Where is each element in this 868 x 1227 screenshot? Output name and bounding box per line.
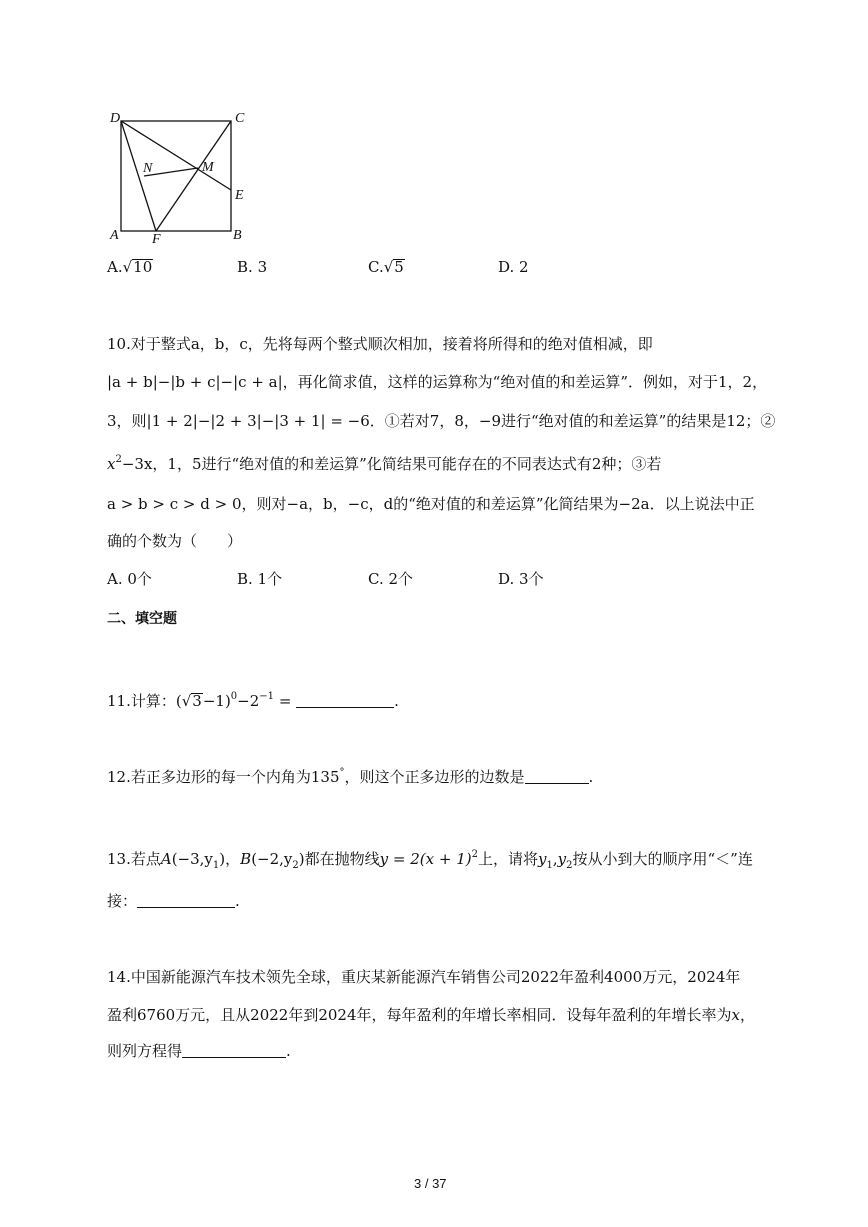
q10-line-4: $x^2-3x$，1，5进行“绝对值的和差运算”化简结果可能存在的不同表达式有2种；③若 (107, 454, 662, 473)
q9-option-d[interactable] (498, 258, 529, 276)
option-prefix: B. (237, 258, 253, 276)
answer-blank[interactable] (296, 691, 394, 708)
answer-blank[interactable] (182, 1041, 286, 1058)
answer-blank[interactable] (137, 891, 235, 908)
geometry-figure (100, 105, 270, 255)
segment-de (121, 121, 231, 190)
label-d: D (110, 111, 121, 126)
q12: 12.若正多边形的每一个内角为135°，则这个正多边形的边数是 . (107, 767, 594, 786)
label-f: F (152, 232, 161, 247)
page-number: 3 / 37 (414, 1176, 447, 1191)
label-n: N (143, 161, 153, 176)
q13-line-2: 接： . (107, 892, 240, 910)
q14-line-3: 则列方程得 . (107, 1042, 291, 1060)
q10-option-b[interactable]: B. 1个 (237, 570, 283, 588)
q11: 11.计算：$(√3-1)^0-2^{-1}$ = . (107, 691, 399, 710)
option-value: 2 (519, 258, 529, 276)
q10-option-c[interactable]: C. 2个 (368, 570, 414, 588)
q10-option-a[interactable]: A. 0个 (107, 570, 152, 588)
segment-cf (156, 121, 231, 231)
q14-line-1: 14.中国新能源汽车技术领先全球，重庆某新能源汽车销售公司2022年盈利4000万元，2024年 (107, 968, 741, 986)
label-a: A (110, 228, 119, 243)
radicand: 10 (133, 258, 153, 276)
radicand: 5 (394, 258, 404, 276)
q13-line-1: 13.若点$A(-3,y_1)$，$B(-2,y_2)$都在抛物线$y = 2(x + 1)^2$上，请将$y_1,y_2$按从小到大的顺序用“＜”连 (107, 849, 753, 871)
option-prefix: A. (107, 258, 123, 276)
option-prefix: D. (498, 258, 515, 276)
q9-option-a[interactable]: A.√10 (107, 258, 153, 276)
q10-line-6: 确的个数为（ ） (107, 532, 243, 550)
option-value: 3 (257, 258, 268, 276)
q10-line-1: 10.对于整式a，b，c，先将每两个整式顺次相加，接着将所得和的绝对值相减，即 (107, 335, 653, 353)
label-e: E (235, 188, 244, 203)
option-prefix: C. (368, 258, 384, 276)
section-title-fill-in: 二、填空题 (107, 611, 177, 627)
q10-option-d[interactable]: D. 3个 (498, 570, 544, 588)
answer-blank[interactable] (525, 767, 589, 784)
q10-line-5: a > b > c > d > 0，则对−a，b，−c，d的“绝对值的和差运算”化简结果为−2a．以上说法中正 (107, 495, 755, 513)
label-c: C (235, 111, 245, 126)
q10-line-2: |a + b|−|b + c|−|c + a|，再化简求值，这样的运算称为“绝对值的和差运算”．例如，对于1，2， (107, 373, 768, 391)
label-b: B (233, 228, 242, 243)
q10-line-3: 3，则|1 + 2|−|2 + 3|−|3 + 1| = −6．①若对7，8，−9进行“绝对值的和差运算”的结果是12；② (107, 412, 776, 430)
q9-option-c[interactable]: C.√5 (368, 258, 404, 276)
square-abcd (121, 121, 231, 231)
label-m: M (202, 160, 214, 175)
q9-option-b[interactable] (237, 258, 267, 276)
q14-line-2: 盈利6760万元，且从2022年到2024年，每年盈利的年增长率相同．设每年盈利的年增长率为x， (107, 1006, 756, 1024)
